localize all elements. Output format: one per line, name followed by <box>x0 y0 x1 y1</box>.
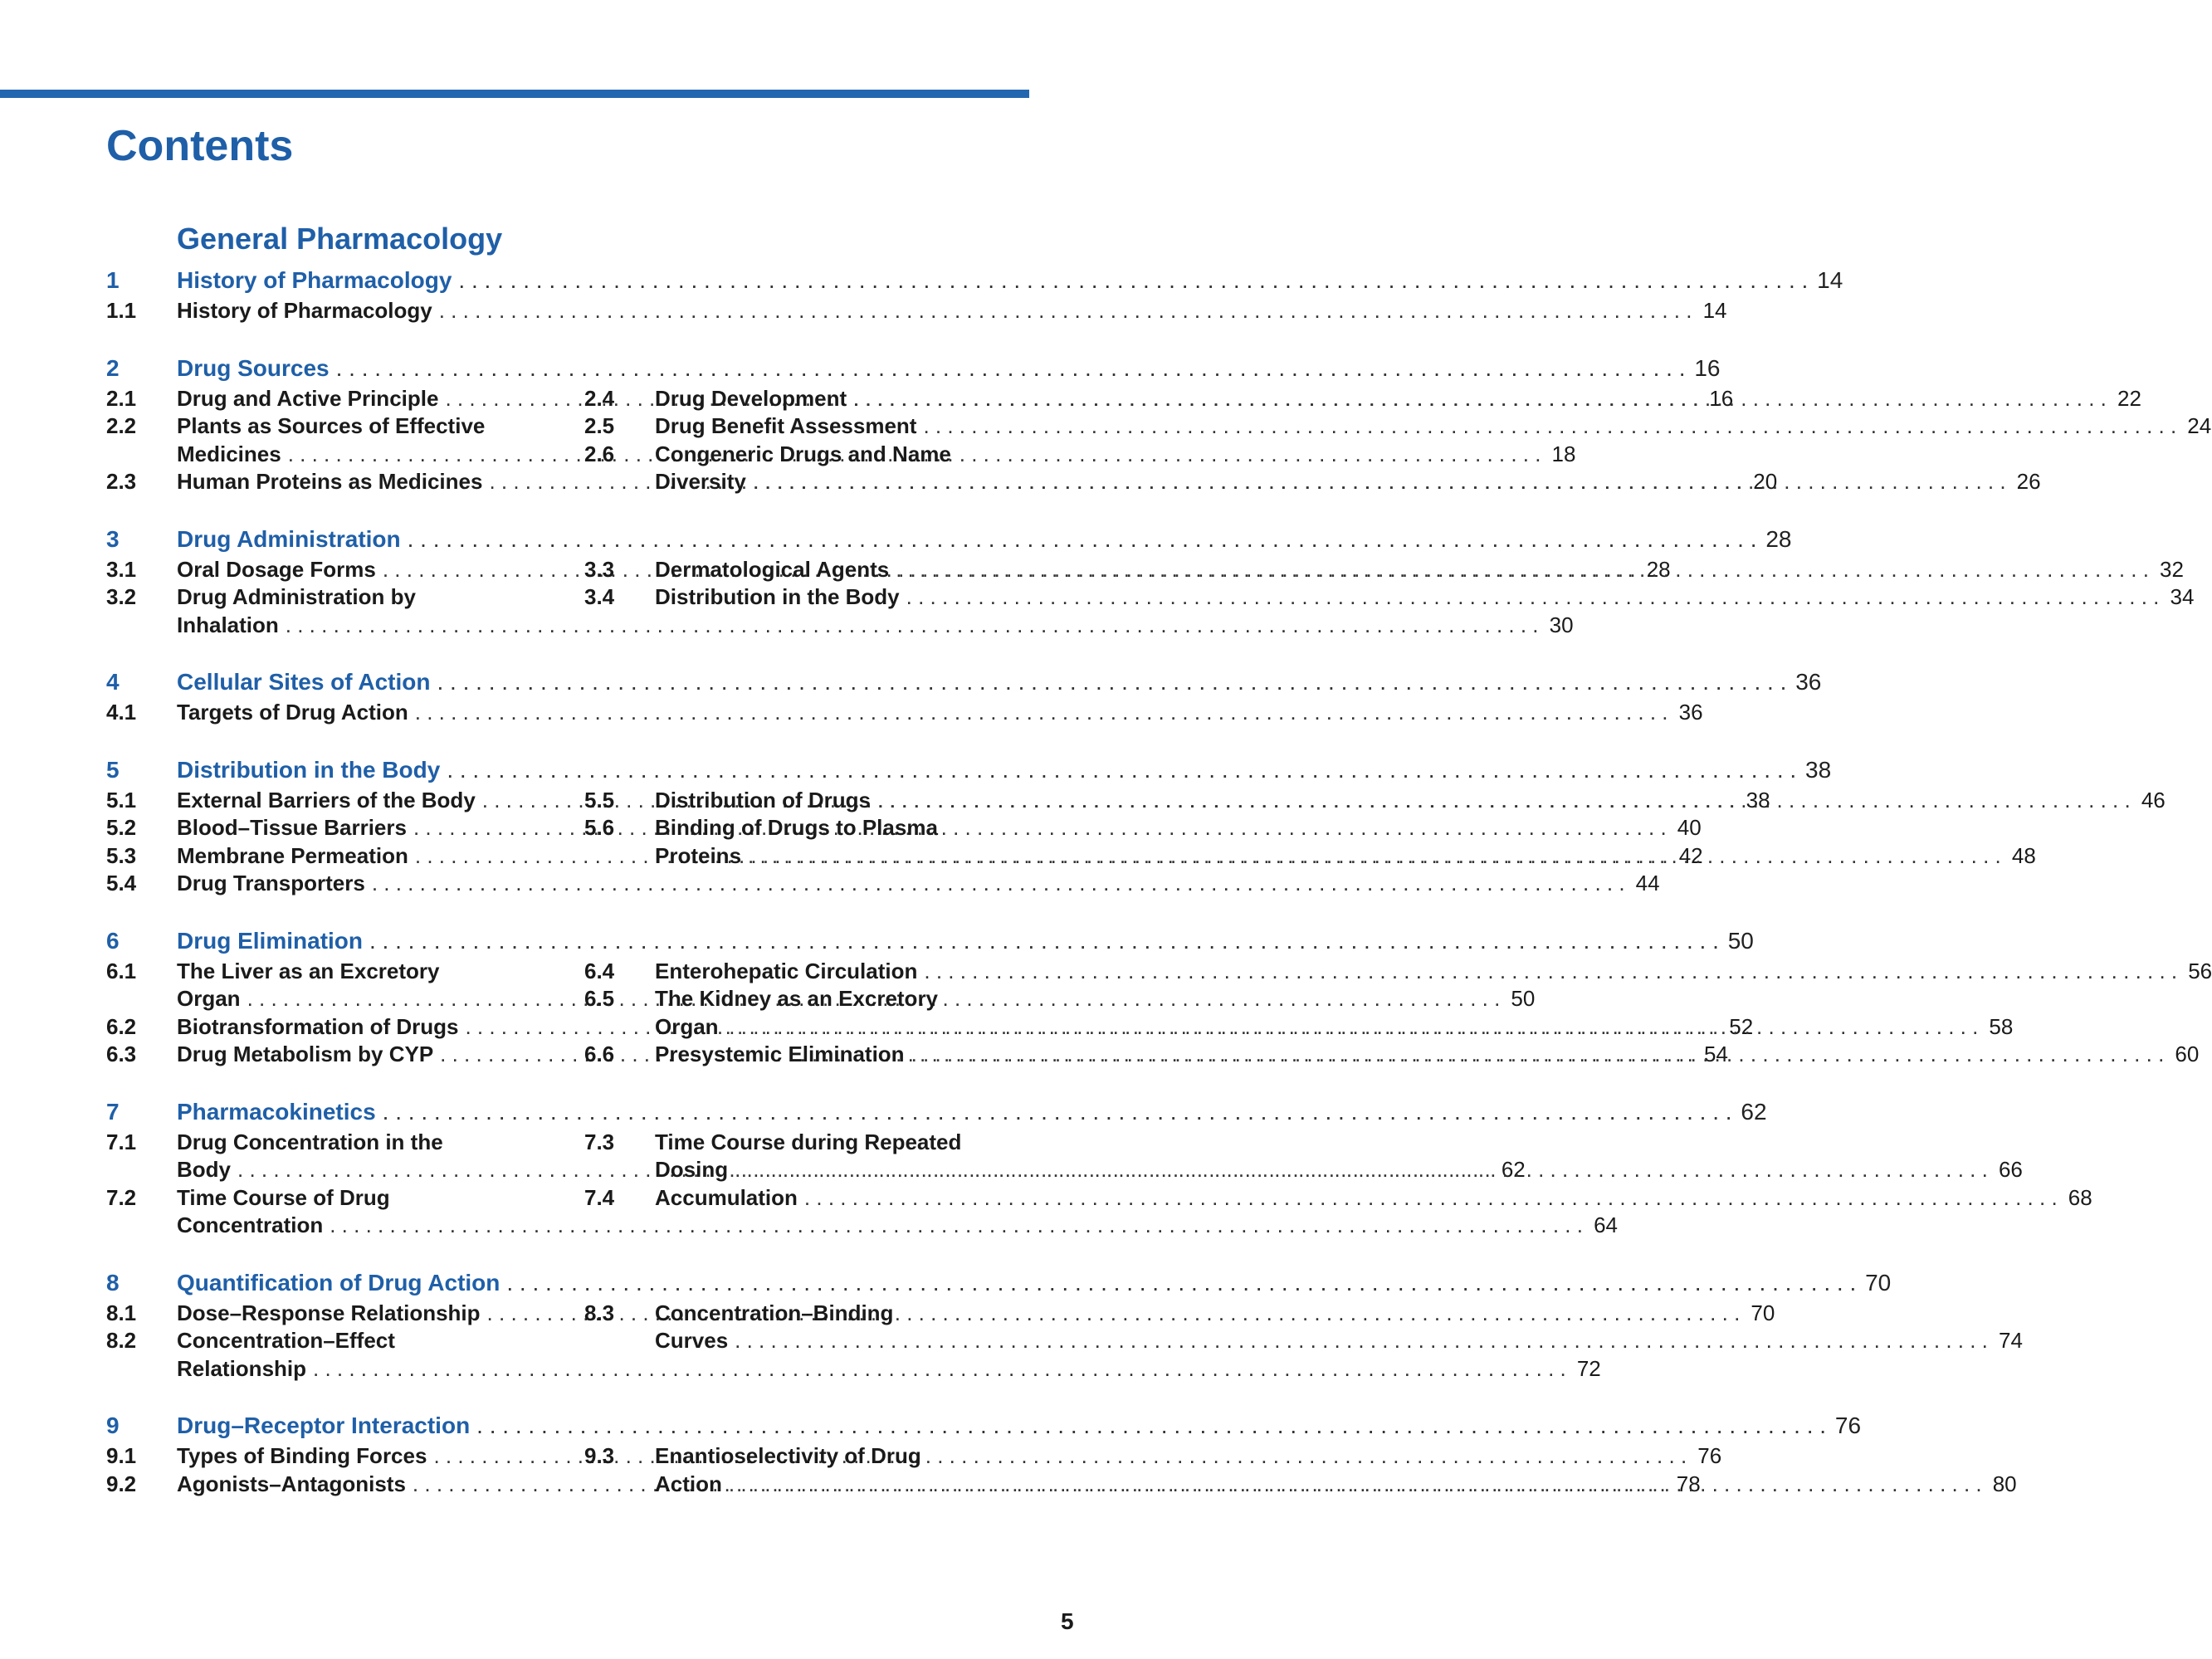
section-number: 3.3 <box>584 556 615 582</box>
section-line <box>655 468 2041 496</box>
section-title[interactable]: Presystemic Elimination <box>655 1042 905 1066</box>
chapter-number: 8 <box>106 1269 120 1295</box>
section-body <box>655 412 2211 441</box>
toc-chapter <box>106 1098 2092 1240</box>
section-body <box>655 814 2036 870</box>
section-title[interactable]: Dosing <box>655 1157 729 1182</box>
section-line <box>655 985 2013 1013</box>
section-page: 66 <box>1998 1157 2023 1182</box>
chapter-number: 1 <box>106 267 120 293</box>
section-line <box>655 1156 2023 1184</box>
section-page: 18 <box>1551 441 1576 466</box>
section-page: 28 <box>1646 556 1671 582</box>
section-column-left <box>106 699 1703 727</box>
section-number: 5.5 <box>584 787 615 812</box>
section-number: 6.5 <box>584 986 615 1011</box>
section-title[interactable]: Concentration–Binding <box>655 1300 894 1325</box>
chapter-entry[interactable] <box>106 927 1754 958</box>
section-title[interactable]: Action <box>655 1471 722 1496</box>
section-page: 60 <box>2175 1042 2200 1066</box>
chapter-title[interactable]: Drug–Receptor Interaction <box>177 1413 471 1438</box>
chapter-page: 62 <box>1741 1098 1767 1125</box>
section-title[interactable]: Drug and Active Principle <box>177 385 439 411</box>
dot-leader <box>911 1041 2165 1069</box>
dot-leader <box>804 1184 2058 1213</box>
section-title[interactable]: Congeneric Drugs and Name <box>655 441 951 466</box>
table-of-contents <box>106 267 2212 1528</box>
section-title[interactable]: Time Course of Drug <box>177 1184 390 1210</box>
section-line <box>655 787 2166 815</box>
chapter-page: 50 <box>1727 927 1754 954</box>
section-title[interactable]: Curves <box>655 1328 729 1353</box>
dot-leader <box>383 1099 1732 1125</box>
section-columns <box>106 699 1703 727</box>
section-entry[interactable] <box>584 958 2212 986</box>
section-title[interactable]: Plants as Sources of Effective <box>177 413 486 438</box>
section-number: 5.2 <box>106 815 137 840</box>
dot-leader <box>458 267 1808 294</box>
dot-leader <box>735 1327 1988 1355</box>
section-title[interactable]: The Liver as an Excretory <box>177 958 440 983</box>
section-title[interactable]: Biotransformation of Drugs <box>177 1013 459 1039</box>
section-title[interactable]: Drug Concentration in the <box>177 1129 443 1154</box>
toc-chapter <box>106 669 1822 727</box>
chapter-page: 28 <box>1765 525 1792 552</box>
section-title[interactable]: Agonists–Antagonists <box>177 1471 406 1496</box>
section-page: 78 <box>1676 1471 1701 1496</box>
section-page: 24 <box>2187 413 2212 438</box>
section-columns <box>106 1300 2023 1383</box>
section-title[interactable]: Concentration <box>177 1213 324 1237</box>
section-line <box>655 1041 2199 1069</box>
section-column-left <box>106 297 1727 325</box>
dot-leader <box>906 583 2160 612</box>
section-number: 4.1 <box>106 700 137 725</box>
section-page: 22 <box>2117 385 2141 411</box>
chapter-entry[interactable] <box>106 1098 1767 1129</box>
dot-leader <box>853 385 2107 413</box>
section-title[interactable]: Human Proteins as Medicines <box>177 469 483 494</box>
section-page: 30 <box>1549 612 1574 637</box>
dot-leader <box>748 842 2001 871</box>
section-title[interactable]: Medicines <box>177 441 281 466</box>
section-number: 2.3 <box>106 469 137 494</box>
section-title[interactable]: External Barriers of the Body <box>177 787 476 812</box>
section-body <box>655 1184 2092 1213</box>
section-number: 8.1 <box>106 1300 137 1325</box>
dot-leader <box>725 1013 1979 1042</box>
section-line <box>655 583 2194 612</box>
section-title[interactable]: History of Pharmacology <box>177 298 432 323</box>
section-number: 2.1 <box>106 385 137 411</box>
section-number: 7.4 <box>584 1184 615 1210</box>
section-body <box>655 985 2013 1041</box>
section-title[interactable]: Types of Binding Forces <box>177 1443 427 1468</box>
section-line <box>655 1013 2013 1042</box>
chapter-entry[interactable] <box>106 354 1721 385</box>
section-number: 7.1 <box>106 1129 137 1154</box>
section-title[interactable]: Organ <box>655 1013 719 1039</box>
section-title[interactable]: Drug Administration by <box>177 584 416 609</box>
toc-chapter <box>106 354 2212 496</box>
section-body <box>655 441 2041 496</box>
page-number: 5 <box>1061 1608 1074 1634</box>
section-line <box>655 441 2041 469</box>
section-number: 2.4 <box>584 385 615 411</box>
section-title[interactable]: Blood–Tissue Barriers <box>177 815 407 840</box>
section-page: 64 <box>1594 1213 1618 1237</box>
section-line <box>655 814 2036 842</box>
section-page: 50 <box>1511 986 1536 1011</box>
section-title[interactable]: Distribution of Drugs <box>655 787 871 812</box>
section-body <box>655 385 2141 413</box>
chapter-title[interactable]: Quantification of Drug Action <box>177 1269 501 1295</box>
section-title[interactable]: Drug Metabolism by CYP <box>177 1042 434 1066</box>
section-title[interactable]: Inhalation <box>177 612 279 637</box>
section-number: 8.3 <box>584 1300 615 1325</box>
section-title[interactable]: The Kidney as an Excretory <box>655 986 939 1011</box>
section-title[interactable]: Body <box>177 1157 231 1182</box>
dot-leader <box>877 787 2131 815</box>
section-number: 2.6 <box>584 441 615 466</box>
chapter-title[interactable]: Drug Elimination <box>177 927 363 954</box>
section-column-right <box>584 297 1029 325</box>
section-page: 54 <box>1703 1042 1728 1066</box>
section-page: 68 <box>2068 1184 2092 1210</box>
section-page: 62 <box>1501 1157 1526 1182</box>
chapter-number: 2 <box>106 354 120 381</box>
chapter-title[interactable]: Distribution in the Body <box>177 756 441 783</box>
chapter-number: 7 <box>106 1098 120 1125</box>
section-title[interactable]: Distribution in the Body <box>655 584 900 609</box>
section-page: 36 <box>1678 700 1703 725</box>
section-number: 6.3 <box>106 1042 137 1066</box>
section-number: 6.6 <box>584 1042 615 1066</box>
section-page: 20 <box>1753 469 1778 494</box>
section-body <box>655 583 2194 612</box>
section-number: 7.2 <box>106 1184 137 1210</box>
section-page: 72 <box>1576 1355 1601 1381</box>
dot-leader <box>924 958 2177 986</box>
section-title[interactable]: Diversity <box>655 469 746 494</box>
chapter-number: 3 <box>106 525 120 552</box>
section-number: 5.1 <box>106 787 137 812</box>
section-number: 5.4 <box>106 871 137 895</box>
section-number: 3.2 <box>106 584 137 609</box>
section-line <box>655 1327 2023 1355</box>
toc-chapter <box>106 1413 2017 1498</box>
section-line <box>655 412 2211 441</box>
section-columns <box>106 385 2212 496</box>
chapter-entry[interactable] <box>106 1269 1892 1300</box>
section-line <box>655 1129 2023 1157</box>
section-number: 9.2 <box>106 1471 137 1496</box>
section-number: 6.4 <box>584 958 615 983</box>
section-number: 5.6 <box>584 815 615 840</box>
section-body <box>655 787 2166 815</box>
section-number: 6.2 <box>106 1013 137 1039</box>
chapter-title[interactable]: Cellular Sites of Action <box>177 669 431 695</box>
part-title: General Pharmacology <box>177 222 503 256</box>
section-column-right <box>584 699 1029 727</box>
section-page: 48 <box>2011 842 2036 868</box>
section-page: 80 <box>1992 1471 2017 1496</box>
section-page: 46 <box>2141 787 2166 812</box>
section-title[interactable]: Accumulation <box>655 1184 798 1210</box>
section-title[interactable]: Oral Dosage Forms <box>177 556 376 582</box>
chapter-page: 14 <box>1817 267 1843 293</box>
section-title[interactable]: Enantioselectivity of Drug <box>655 1443 921 1468</box>
section-title[interactable]: Enterohepatic Circulation <box>655 958 918 983</box>
dot-leader <box>753 468 2006 496</box>
section-page: 14 <box>1702 298 1727 323</box>
section-title[interactable]: Membrane Permeation <box>177 842 408 868</box>
toc-chapter <box>106 756 2166 898</box>
section-body <box>655 958 2212 986</box>
section-entry[interactable] <box>584 412 2212 441</box>
section-entry[interactable] <box>584 1184 2092 1213</box>
section-line <box>655 1442 2017 1471</box>
dot-leader <box>336 355 1686 382</box>
chapter-number: 5 <box>106 756 120 783</box>
dot-leader <box>506 1270 1856 1296</box>
section-title[interactable]: Dose–Response Relationship <box>177 1300 481 1325</box>
page-title: Contents <box>106 122 294 170</box>
chapter-title[interactable]: Drug Sources <box>177 354 330 381</box>
section-title[interactable]: Time Course during Repeated <box>655 1129 962 1154</box>
section-page: 52 <box>1729 1013 1754 1039</box>
chapter-number: 9 <box>106 1413 120 1438</box>
section-entry[interactable] <box>106 870 1660 898</box>
dot-leader <box>735 1156 1988 1184</box>
section-line <box>655 958 2212 986</box>
section-page: 32 <box>2160 556 2184 582</box>
dot-leader <box>447 757 1796 783</box>
section-title[interactable]: Drug Benefit Assessment <box>655 413 917 438</box>
section-number: 3.1 <box>106 556 137 582</box>
chapter-page: 38 <box>1805 756 1832 783</box>
section-columns <box>106 297 1727 325</box>
section-number: 3.4 <box>584 584 615 609</box>
dot-leader <box>437 669 1786 695</box>
header-rule <box>0 90 1029 98</box>
dot-leader <box>923 412 2176 441</box>
toc-chapter <box>106 525 2195 640</box>
section-title[interactable]: Concentration–Effect <box>177 1328 395 1353</box>
section-number: 8.2 <box>106 1328 137 1353</box>
section-page: 70 <box>1751 1300 1775 1325</box>
section-number: 9.1 <box>106 1443 137 1468</box>
section-title[interactable]: Organ <box>177 986 241 1011</box>
section-number: 1.1 <box>106 298 137 323</box>
section-entry[interactable] <box>106 297 1727 325</box>
section-page: 16 <box>1709 385 1734 411</box>
chapter-page: 76 <box>1834 1413 1862 1438</box>
section-body <box>655 1041 2199 1069</box>
section-page: 38 <box>1746 787 1770 812</box>
toc-chapter <box>106 267 1843 325</box>
section-number: 6.1 <box>106 958 137 983</box>
section-number: 9.3 <box>584 1443 615 1468</box>
section-columns <box>106 1129 2092 1240</box>
section-title[interactable]: Relationship <box>177 1355 307 1381</box>
section-number: 5.3 <box>106 842 137 868</box>
section-title[interactable]: Dermatological Agents <box>655 556 890 582</box>
chapter-number: 6 <box>106 927 120 954</box>
section-number: 7.3 <box>584 1129 615 1154</box>
section-title[interactable]: Proteins <box>655 842 742 868</box>
chapter-entry[interactable] <box>106 267 1843 297</box>
section-columns <box>106 1442 2017 1498</box>
chapter-entry[interactable] <box>106 1413 1862 1442</box>
section-title[interactable]: Drug Development <box>655 385 847 411</box>
toc-chapter <box>106 927 2212 1069</box>
dot-leader <box>729 1471 1982 1499</box>
section-page: 42 <box>1678 842 1703 868</box>
chapter-page: 36 <box>1795 669 1822 695</box>
section-line <box>655 842 2036 871</box>
section-line <box>655 556 2184 584</box>
dot-leader <box>476 1413 1826 1439</box>
chapter-title[interactable]: Pharmacokinetics <box>177 1098 376 1125</box>
section-body <box>655 1300 2023 1355</box>
section-page: 76 <box>1697 1443 1722 1468</box>
section-page: 26 <box>2016 469 2041 494</box>
section-columns <box>106 556 2195 640</box>
toc-chapter <box>106 1269 2023 1383</box>
chapter-title[interactable]: History of Pharmacology <box>177 267 452 293</box>
dot-leader <box>369 928 1719 954</box>
section-line <box>655 385 2141 413</box>
section-title[interactable]: Drug Transporters <box>177 871 365 895</box>
section-page: 44 <box>1635 871 1660 895</box>
dot-leader <box>896 556 2149 584</box>
section-page: 40 <box>1677 815 1702 840</box>
section-page: 58 <box>1989 1013 2014 1039</box>
section-entry[interactable] <box>584 583 2195 612</box>
section-entry[interactable] <box>106 699 1703 727</box>
chapter-page: 16 <box>1694 354 1721 381</box>
chapter-number: 4 <box>106 669 120 695</box>
section-page: 56 <box>2188 958 2212 983</box>
section-title[interactable]: Targets of Drug Action <box>177 700 408 725</box>
section-line <box>655 1184 2092 1213</box>
chapter-page: 70 <box>1865 1269 1892 1295</box>
section-body <box>655 1442 2017 1498</box>
section-columns <box>106 958 2212 1069</box>
section-body <box>655 556 2184 584</box>
section-page: 74 <box>1998 1328 2023 1353</box>
section-number: 2.2 <box>106 413 137 438</box>
dot-leader <box>408 526 1757 553</box>
section-body <box>655 1129 2023 1184</box>
chapter-entry[interactable] <box>106 669 1822 699</box>
chapter-title[interactable]: Drug Administration <box>177 525 401 552</box>
section-line <box>655 1300 2023 1328</box>
section-title[interactable]: Binding of Drugs to Plasma <box>655 815 938 840</box>
section-columns <box>106 787 2166 898</box>
section-number: 2.5 <box>584 413 615 438</box>
section-line <box>655 1471 2017 1499</box>
chapter-entry[interactable] <box>106 756 1832 787</box>
chapter-entry[interactable] <box>106 525 1792 556</box>
section-page: 34 <box>2170 584 2195 609</box>
